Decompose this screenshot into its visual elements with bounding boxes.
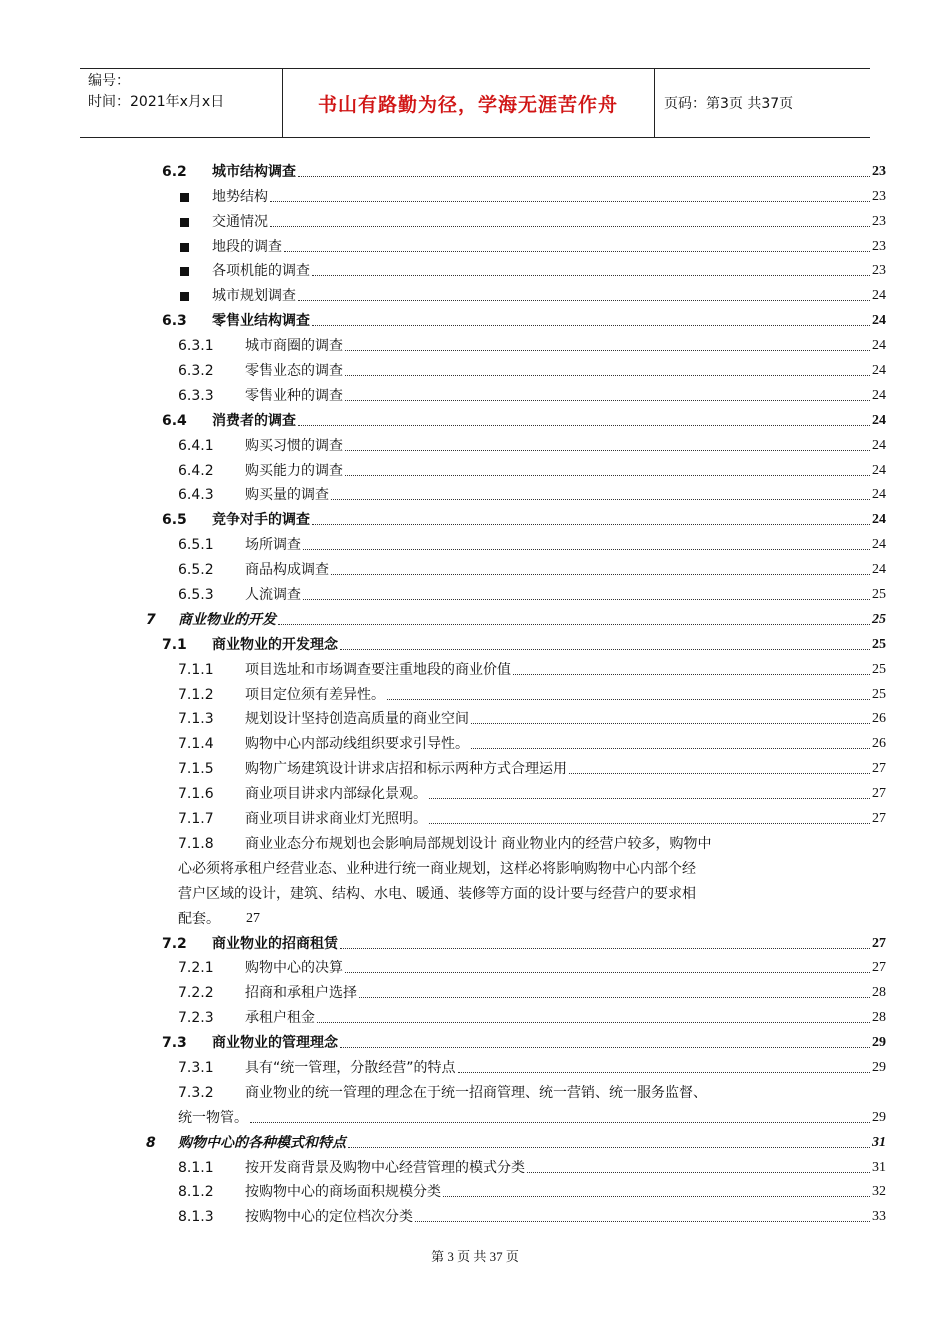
toc-entry-number: 7.2	[162, 935, 187, 952]
toc-entry-title: 按购物中心的商场面积规模分类	[245, 1184, 441, 1201]
toc-entry-number: 7.3.2	[178, 1084, 214, 1101]
dot-leader	[443, 1196, 870, 1197]
toc-entry-title: 人流调查	[245, 587, 301, 604]
toc-entry-number: 6.3.1	[178, 338, 214, 355]
toc-paragraph-line	[0, 1104, 950, 1129]
dot-leader	[298, 176, 870, 177]
toc-paragraph-text: 营户区域的设计，建筑、结构、水电、暖通、装修等方面的设计要与经营户的要求相	[178, 885, 696, 902]
toc-entry-page: 24	[872, 512, 886, 528]
toc-entry-title: 零售业种的调查	[245, 387, 343, 404]
toc-entry-title: 按开发商背景及购物中心经营管理的模式分类	[245, 1159, 525, 1176]
dot-leader	[471, 748, 870, 749]
toc-entry-number: 7.1.7	[178, 811, 214, 828]
toc-entry-page: 32	[872, 1184, 886, 1200]
toc-entry[interactable]	[0, 656, 950, 681]
toc-entry[interactable]	[0, 258, 950, 283]
dot-leader	[429, 798, 870, 799]
toc-entry-title: 按购物中心的定位档次分类	[245, 1209, 413, 1226]
toc-entry-number: 6.4.1	[178, 437, 214, 454]
toc-entry[interactable]	[0, 780, 950, 805]
toc-paragraph-text: 配套。	[178, 910, 220, 927]
toc-entry[interactable]	[0, 506, 950, 531]
toc-entry-page: 24	[872, 387, 886, 403]
toc-entry-title: 承租户租金	[245, 1010, 315, 1027]
toc-entry-number: 7.3	[162, 1035, 187, 1052]
dot-leader	[345, 972, 870, 973]
toc-leader	[212, 262, 886, 280]
toc-entry-page: 24	[872, 363, 886, 379]
toc-entry-page: 27	[246, 910, 260, 926]
toc-entry-title: 零售业结构调查	[212, 313, 310, 330]
toc-entry-title: 城市规划调查	[212, 288, 296, 305]
toc-leader	[245, 362, 886, 380]
toc-entry-title: 商品构成调查	[245, 562, 329, 579]
toc-paragraph-text: 统一物管。	[178, 1109, 248, 1126]
toc-entry[interactable]	[0, 730, 950, 755]
toc-entry[interactable]	[0, 755, 950, 780]
toc-entry[interactable]	[0, 332, 950, 357]
toc-entry-page: 29	[872, 1059, 886, 1075]
toc-leader	[178, 611, 886, 629]
toc-entry-page: 24	[872, 562, 886, 578]
toc-entry[interactable]	[0, 531, 950, 556]
toc-entry-number: 7.1	[162, 636, 187, 653]
toc-entry-number: 6.4.2	[178, 462, 214, 479]
dot-leader	[340, 948, 870, 949]
toc-entry-number: 8	[146, 1134, 156, 1151]
doc-number-label: 编号：	[88, 73, 130, 89]
toc-entry-page: 33	[872, 1209, 886, 1225]
toc-leader	[212, 935, 886, 953]
toc-leader	[245, 536, 886, 554]
toc-entry-number: 6.5.2	[178, 562, 214, 579]
toc-leader	[245, 1208, 886, 1226]
toc-leader	[245, 486, 886, 504]
toc-entry[interactable]	[0, 1029, 950, 1054]
toc-leader	[245, 661, 886, 679]
toc-paragraph-line	[0, 1079, 950, 1104]
toc-paragraph-line	[0, 830, 950, 855]
toc-entry-title: 购物广场建筑设计讲求店招和标示两种方式合理运用	[245, 761, 567, 778]
dot-leader	[331, 574, 870, 575]
toc-leader	[245, 710, 886, 728]
toc-entry[interactable]	[0, 357, 950, 382]
toc-entry-page: 26	[872, 736, 886, 752]
toc-entry[interactable]	[0, 382, 950, 407]
toc-leader	[245, 735, 886, 753]
dot-leader	[312, 275, 870, 276]
dot-leader	[331, 499, 870, 500]
dot-leader	[513, 674, 870, 675]
toc-entry[interactable]	[0, 183, 950, 208]
toc-entry-page: 29	[872, 1035, 886, 1051]
toc-entry-number: 6.5	[162, 512, 187, 529]
toc-entry[interactable]	[0, 282, 950, 307]
toc-leader	[245, 462, 886, 480]
toc-leader	[178, 1109, 886, 1127]
toc-entry[interactable]	[0, 556, 950, 581]
toc-leader	[245, 1009, 886, 1027]
square-bullet-icon	[180, 243, 189, 252]
toc-entry[interactable]	[0, 432, 950, 457]
toc-entry-number: 7.1.6	[178, 786, 214, 803]
toc-entry-title: 城市商圈的调查	[245, 338, 343, 355]
toc-entry-page: 24	[872, 462, 886, 478]
toc-entry-number: 8.1.3	[178, 1209, 214, 1226]
page-header	[80, 68, 870, 138]
toc-entry-number: 7.1.1	[178, 661, 214, 678]
toc-leader	[245, 686, 886, 704]
dot-leader	[340, 649, 870, 650]
toc-entry[interactable]	[0, 1203, 950, 1228]
toc-entry-number: 7	[146, 611, 156, 628]
dot-leader	[345, 400, 870, 401]
toc-entry-title: 商业物业的开发	[178, 611, 276, 628]
toc-leader	[245, 1183, 886, 1201]
toc-entry-title: 项目选址和市场调查要注重地段的商业价值	[245, 661, 511, 678]
toc-entry-number: 6.5.3	[178, 587, 214, 604]
dot-leader	[340, 1047, 870, 1048]
square-bullet-icon	[180, 218, 189, 227]
square-bullet-icon	[180, 193, 189, 202]
toc-entry[interactable]	[0, 233, 950, 258]
toc-entry-title: 各项机能的调查	[212, 263, 310, 280]
toc-entry-number: 6.4	[162, 412, 187, 429]
toc-entry-title: 招商和承租户选择	[245, 985, 357, 1002]
toc-entry-number: 7.1.8	[178, 835, 214, 852]
dot-leader	[348, 1147, 870, 1148]
square-bullet-icon	[180, 267, 189, 276]
toc-entry-page: 24	[872, 537, 886, 553]
toc-entry-title: 地段的调查	[212, 238, 282, 255]
toc-entry[interactable]	[0, 706, 950, 731]
toc-entry-page: 25	[872, 611, 886, 627]
toc-entry-page: 25	[872, 636, 886, 652]
toc-entry-number: 6.4.3	[178, 487, 214, 504]
toc-entry[interactable]	[0, 208, 950, 233]
toc-leader	[245, 959, 886, 977]
toc-entry-title: 规划设计坚持创造高质量的商业空间	[245, 711, 469, 728]
toc-paragraph-text: 心必须将承租户经营业态、业种进行统一商业规划，这样必将影响购物中心内部个经	[178, 860, 696, 877]
dot-leader	[569, 773, 870, 774]
toc-leader	[245, 1159, 886, 1177]
toc-leader	[245, 586, 886, 604]
toc-entry-number: 6.3	[162, 313, 187, 330]
toc-entry[interactable]	[0, 805, 950, 830]
toc-leader	[245, 760, 886, 778]
toc-entry-title: 商业物业的招商租赁	[212, 935, 338, 952]
toc-entry[interactable]	[0, 457, 950, 482]
toc-leader	[245, 337, 886, 355]
dot-leader	[312, 325, 870, 326]
toc-leader	[245, 785, 886, 803]
toc-entry-page: 29	[872, 1109, 886, 1125]
toc-entry-title: 具有“统一管理，分散经营”的特点	[245, 1059, 456, 1076]
toc-paragraph-text: 商业物业的统一管理的理念在于统一招商管理、统一营销、统一服务监督、	[245, 1084, 707, 1101]
dot-leader	[458, 1072, 870, 1073]
dot-leader	[250, 1122, 870, 1123]
toc-entry[interactable]	[0, 1179, 950, 1204]
toc-entry-number: 6.3.2	[178, 363, 214, 380]
toc-entry[interactable]	[0, 955, 950, 980]
toc-entry-number: 7.3.1	[178, 1059, 214, 1076]
dot-leader	[270, 226, 870, 227]
toc-entry[interactable]	[0, 581, 950, 606]
dot-leader	[345, 450, 870, 451]
toc-entry[interactable]	[0, 631, 950, 656]
toc-leader	[212, 213, 886, 231]
dot-leader	[317, 1022, 870, 1023]
toc-entry-page: 25	[872, 587, 886, 603]
toc-leader	[212, 188, 886, 206]
toc-paragraph-line	[0, 880, 950, 905]
page-footer: 第 3 页 共 37 页	[431, 1249, 519, 1264]
table-of-contents	[0, 158, 950, 1228]
toc-entry-number: 7.1.2	[178, 686, 214, 703]
toc-paragraph-line	[0, 855, 950, 880]
toc-entry[interactable]	[0, 1129, 950, 1154]
toc-entry-page: 31	[872, 1134, 886, 1150]
toc-entry-title: 购买量的调查	[245, 487, 329, 504]
toc-entry-number: 7.2.3	[178, 1010, 214, 1027]
toc-entry-page: 27	[872, 786, 886, 802]
toc-entry-page: 24	[872, 437, 886, 453]
toc-entry-title: 购物中心内部动线组织要求引导性。	[245, 736, 469, 753]
toc-leader	[178, 1134, 886, 1152]
doc-date-label: 时间：2021年x月x日	[88, 94, 225, 110]
toc-entry-title: 购买能力的调查	[245, 462, 343, 479]
dot-leader	[471, 723, 870, 724]
square-bullet-icon	[180, 292, 189, 301]
dot-leader	[387, 699, 870, 700]
toc-entry-title: 商业项目讲求商业灯光照明。	[245, 811, 427, 828]
toc-entry-page: 23	[872, 238, 886, 254]
toc-entry-title: 商业项目讲求内部绿化景观。	[245, 786, 427, 803]
toc-entry-paragraph[interactable]	[0, 1079, 950, 1129]
toc-entry-page: 24	[872, 313, 886, 329]
dot-leader	[298, 300, 870, 301]
toc-entry[interactable]	[0, 1154, 950, 1179]
toc-leader	[245, 437, 886, 455]
dot-leader	[284, 251, 870, 252]
toc-entry-number: 7.1.3	[178, 711, 214, 728]
toc-entry-page: 23	[872, 263, 886, 279]
toc-entry-number: 7.2.1	[178, 960, 214, 977]
dot-leader	[312, 524, 870, 525]
toc-leader	[245, 984, 886, 1002]
dot-leader	[527, 1172, 870, 1173]
toc-leader	[212, 163, 886, 181]
toc-leader	[212, 287, 886, 305]
dot-leader	[278, 624, 870, 625]
toc-entry[interactable]	[0, 158, 950, 183]
toc-entry-title: 消费者的调查	[212, 412, 296, 429]
dot-leader	[303, 599, 870, 600]
toc-entry-title: 购物中心的决算	[245, 960, 343, 977]
toc-entry-page: 23	[872, 188, 886, 204]
toc-entry-page: 23	[872, 213, 886, 229]
toc-entry-title: 场所调查	[245, 537, 301, 554]
toc-entry-page: 31	[872, 1159, 886, 1175]
toc-entry[interactable]	[0, 1004, 950, 1029]
toc-entry-number: 8.1.1	[178, 1159, 214, 1176]
toc-entry-page: 24	[872, 412, 886, 428]
toc-entry-title: 城市结构调查	[212, 163, 296, 180]
toc-leader	[212, 238, 886, 256]
toc-entry-number: 7.1.5	[178, 761, 214, 778]
toc-entry-page: 27	[872, 960, 886, 976]
toc-leader	[245, 561, 886, 579]
dot-leader	[415, 1221, 870, 1222]
toc-leader	[212, 1034, 886, 1052]
toc-entry-title: 项目定位须有差异性。	[245, 686, 385, 703]
toc-entry-page: 26	[872, 711, 886, 727]
dot-leader	[359, 997, 870, 998]
toc-entry[interactable]	[0, 482, 950, 507]
toc-entry-number: 6.5.1	[178, 537, 214, 554]
toc-entry[interactable]	[0, 606, 950, 631]
toc-leader	[212, 412, 886, 430]
dot-leader	[345, 475, 870, 476]
toc-entry-page: 27	[872, 761, 886, 777]
toc-paragraph-line	[0, 905, 950, 930]
toc-entry[interactable]	[0, 307, 950, 332]
dot-leader	[303, 549, 870, 550]
toc-entry-title: 地势结构	[212, 188, 268, 205]
toc-entry[interactable]	[0, 930, 950, 955]
toc-entry-number: 8.1.2	[178, 1184, 214, 1201]
toc-entry[interactable]	[0, 407, 950, 432]
header-meta	[88, 71, 224, 113]
toc-entry-page: 28	[872, 1010, 886, 1026]
toc-entry-page: 23	[872, 163, 886, 179]
toc-entry-title: 交通情况	[212, 213, 268, 230]
toc-entry-page: 24	[872, 288, 886, 304]
toc-entry-title: 商业物业的开发理念	[212, 636, 338, 653]
toc-leader	[245, 387, 886, 405]
toc-entry-title: 竞争对手的调查	[212, 512, 310, 529]
toc-entry-title: 购物中心的各种模式和特点	[178, 1134, 346, 1151]
dot-leader	[270, 201, 870, 202]
toc-entry-page: 24	[872, 338, 886, 354]
dot-leader	[429, 823, 870, 824]
toc-leader	[212, 511, 886, 529]
dot-leader	[345, 375, 870, 376]
toc-entry[interactable]	[0, 979, 950, 1004]
toc-entry-title: 零售业态的调查	[245, 363, 343, 380]
toc-leader	[245, 810, 886, 828]
toc-entry-title: 商业物业的管理理念	[212, 1035, 338, 1052]
toc-entry-title: 购买习惯的调查	[245, 437, 343, 454]
toc-entry-paragraph[interactable]	[0, 830, 950, 930]
toc-entry-number: 7.2.2	[178, 985, 214, 1002]
toc-leader	[245, 1059, 886, 1077]
toc-entry-page: 25	[872, 661, 886, 677]
toc-entry-number: 6.3.3	[178, 387, 214, 404]
header-page-code: 页码：第3页 共37页	[664, 96, 794, 112]
toc-entry-page: 25	[872, 686, 886, 702]
dot-leader	[298, 425, 870, 426]
toc-entry-page: 28	[872, 985, 886, 1001]
toc-leader	[212, 636, 886, 654]
toc-entry-number: 7.1.4	[178, 736, 214, 753]
toc-entry-number: 6.2	[162, 163, 187, 180]
toc-entry-page: 24	[872, 487, 886, 503]
header-divider	[654, 69, 655, 137]
dot-leader	[345, 350, 870, 351]
toc-entry-page: 27	[872, 811, 886, 827]
toc-paragraph-text: 商业业态分布规划也会影响局部规划设计 商业物业内的经营户较多，购物中	[245, 835, 712, 852]
toc-entry[interactable]	[0, 1054, 950, 1079]
toc-entry[interactable]	[0, 681, 950, 706]
toc-leader	[212, 312, 886, 330]
header-motto: 书山有路勤为径，学海无涯苦作舟	[317, 93, 618, 116]
toc-entry-page: 27	[872, 935, 886, 951]
